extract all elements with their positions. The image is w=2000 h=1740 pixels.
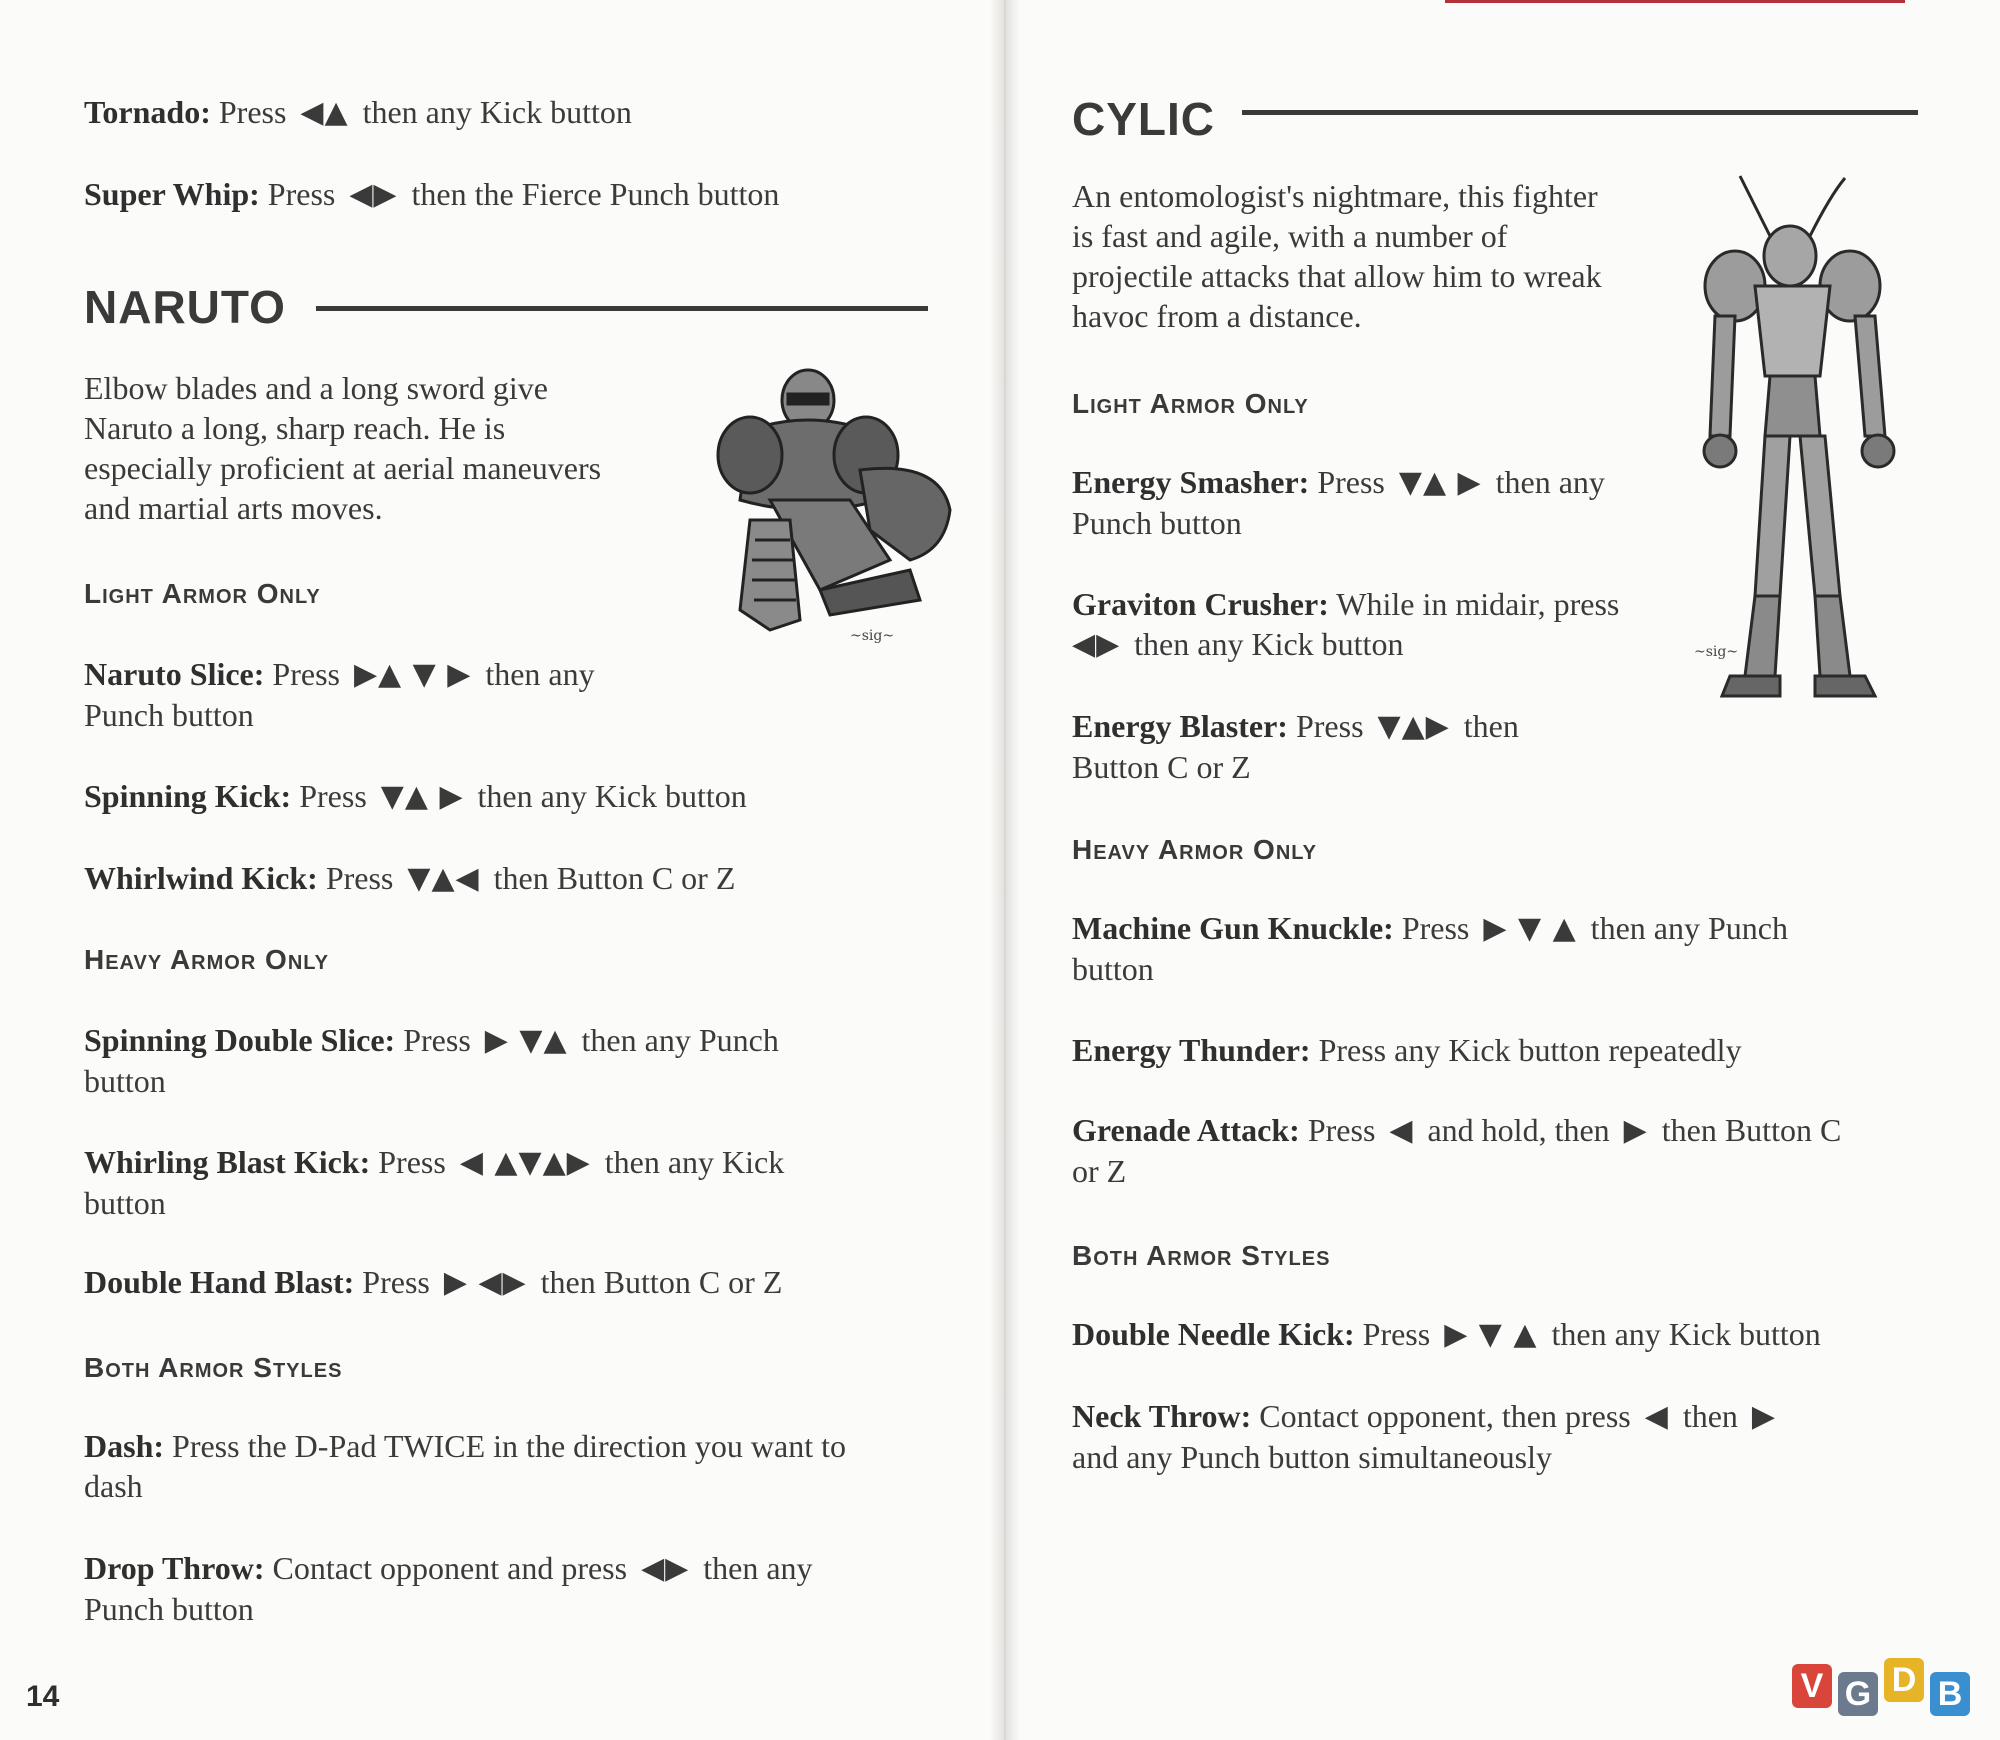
- right-arrow-icon: ▶: [1751, 1399, 1776, 1434]
- move-super-whip: Super Whip: Press ◀▶ then the Fierce Punch button: [84, 174, 779, 215]
- naruto-heading: NARUTO: [84, 281, 286, 333]
- red-edge-mark: [1445, 0, 1905, 3]
- book-spine: [990, 0, 1020, 1740]
- dpad-arrows-icon: ▶ ◀▶: [443, 1265, 527, 1300]
- dpad-arrows-icon: ▼▲▶: [1377, 709, 1450, 744]
- dpad-arrows-icon: ◀ ▲▼▲▶: [459, 1145, 591, 1180]
- move-energy-smasher: Energy Smasher: Press ▼▲ ▶ then any Punch button: [1072, 464, 1605, 541]
- move-spinning-kick: Spinning Kick: Press ▼▲ ▶ then any Kick button: [84, 776, 747, 817]
- cylic-light-armor-heading: Light Armor Only: [1072, 388, 1309, 419]
- dpad-arrows-icon: ◀▶: [1072, 627, 1121, 662]
- left-arrow-icon: ◀: [1389, 1113, 1414, 1148]
- dpad-arrows-icon: ▶ ▼ ▲: [1483, 911, 1577, 946]
- move-energy-thunder: Energy Thunder: Press any Kick button repeatedly: [1072, 1032, 1742, 1068]
- cylic-heading-rule: [1242, 110, 1918, 115]
- naruto-both-armor-heading: Both Armor Styles: [84, 1352, 343, 1383]
- move-graviton-crusher: Graviton Crusher: While in midair, press ◀▶ then any Kick button: [1072, 584, 1619, 665]
- dpad-arrows-icon: ▶ ▼▲: [484, 1023, 568, 1058]
- page-number: 14: [26, 1680, 60, 1713]
- cylic-character-illustration: [1694, 176, 1900, 716]
- cylic-heading: CYLIC: [1072, 93, 1215, 145]
- move-grenade-attack: Grenade Attack: Press ◀ and hold, then ▶ then Button C or Z: [1072, 1112, 1842, 1189]
- move-spinning-double-slice: Spinning Double Slice: Press ▶ ▼▲ then any Punch button: [84, 1022, 779, 1099]
- watermark-letter-v: V: [1792, 1664, 1832, 1708]
- move-tornado: Tornado: Press ◀▲ then any Kick button: [84, 92, 632, 133]
- move-drop-throw: Drop Throw: Contact opponent and press ◀▶ then any Punch button: [84, 1550, 813, 1627]
- dpad-arrows-icon: ▼▲ ▶: [1398, 465, 1482, 500]
- move-double-hand-blast: Double Hand Blast: Press ▶ ◀▶ then Button C or Z: [84, 1262, 782, 1303]
- naruto-light-armor-heading: Light Armor Only: [84, 578, 321, 609]
- move-neck-throw: Neck Throw: Contact opponent, then press ◀ then ▶ and any Punch button simultaneously: [1072, 1398, 1776, 1475]
- move-double-needle-kick: Double Needle Kick: Press ▶ ▼ ▲ then any Kick button: [1072, 1314, 1821, 1355]
- dpad-arrows-icon: ◀▲: [300, 95, 349, 130]
- watermark-letter-g: G: [1838, 1672, 1878, 1716]
- dpad-arrows-icon: ▼▲◀: [407, 861, 480, 896]
- svg-text:~sig~: ~sig~: [1694, 644, 1739, 660]
- move-machine-gun-knuckle: Machine Gun Knuckle: Press ▶ ▼ ▲ then any Punch button: [1072, 910, 1788, 987]
- dpad-arrows-icon: ▼▲ ▶: [380, 779, 464, 814]
- cylic-description: An entomologist's nightmare, this fighter is fast and agile, with a number of projectile attacks that allow him to wreak havoc from a distance.: [1072, 178, 1602, 334]
- dpad-arrows-icon: ◀▶: [349, 177, 398, 212]
- cylic-both-armor-heading: Both Armor Styles: [1072, 1240, 1331, 1271]
- cylic-heavy-armor-heading: Heavy Armor Only: [1072, 834, 1317, 865]
- dpad-arrows-icon: ▶ ▼ ▲: [1444, 1317, 1538, 1352]
- move-naruto-slice: Naruto Slice: Press ▶▲ ▼ ▶ then any Punch button: [84, 656, 595, 733]
- left-arrow-icon: ◀: [1644, 1399, 1669, 1434]
- dpad-arrows-icon: ▶▲ ▼ ▶: [353, 657, 472, 692]
- right-arrow-icon: ▶: [1623, 1113, 1648, 1148]
- move-dash: Dash: Press the D-Pad TWICE in the direction you want to dash: [84, 1428, 846, 1504]
- watermark-letter-b: B: [1930, 1672, 1970, 1716]
- naruto-heading-rule: [316, 306, 928, 311]
- move-whirling-blast-kick: Whirling Blast Kick: Press ◀ ▲▼▲▶ then any Kick button: [84, 1144, 785, 1221]
- move-whirlwind-kick: Whirlwind Kick: Press ▼▲◀ then Button C or Z: [84, 858, 735, 899]
- move-energy-blaster: Energy Blaster: Press ▼▲▶ then Button C or Z: [1072, 708, 1519, 785]
- dpad-arrows-icon: ◀▶: [641, 1551, 690, 1586]
- svg-text:~sig~: ~sig~: [850, 628, 895, 644]
- naruto-character-illustration: [710, 360, 960, 650]
- naruto-heavy-armor-heading: Heavy Armor Only: [84, 944, 329, 975]
- naruto-description: Elbow blades and a long sword give Naruto a long, sharp reach. He is especially proficient at aerial maneuvers and martial arts moves.: [84, 370, 602, 526]
- vgdb-watermark-logo: [1792, 1656, 1982, 1724]
- watermark-letter-d: D: [1884, 1658, 1924, 1702]
